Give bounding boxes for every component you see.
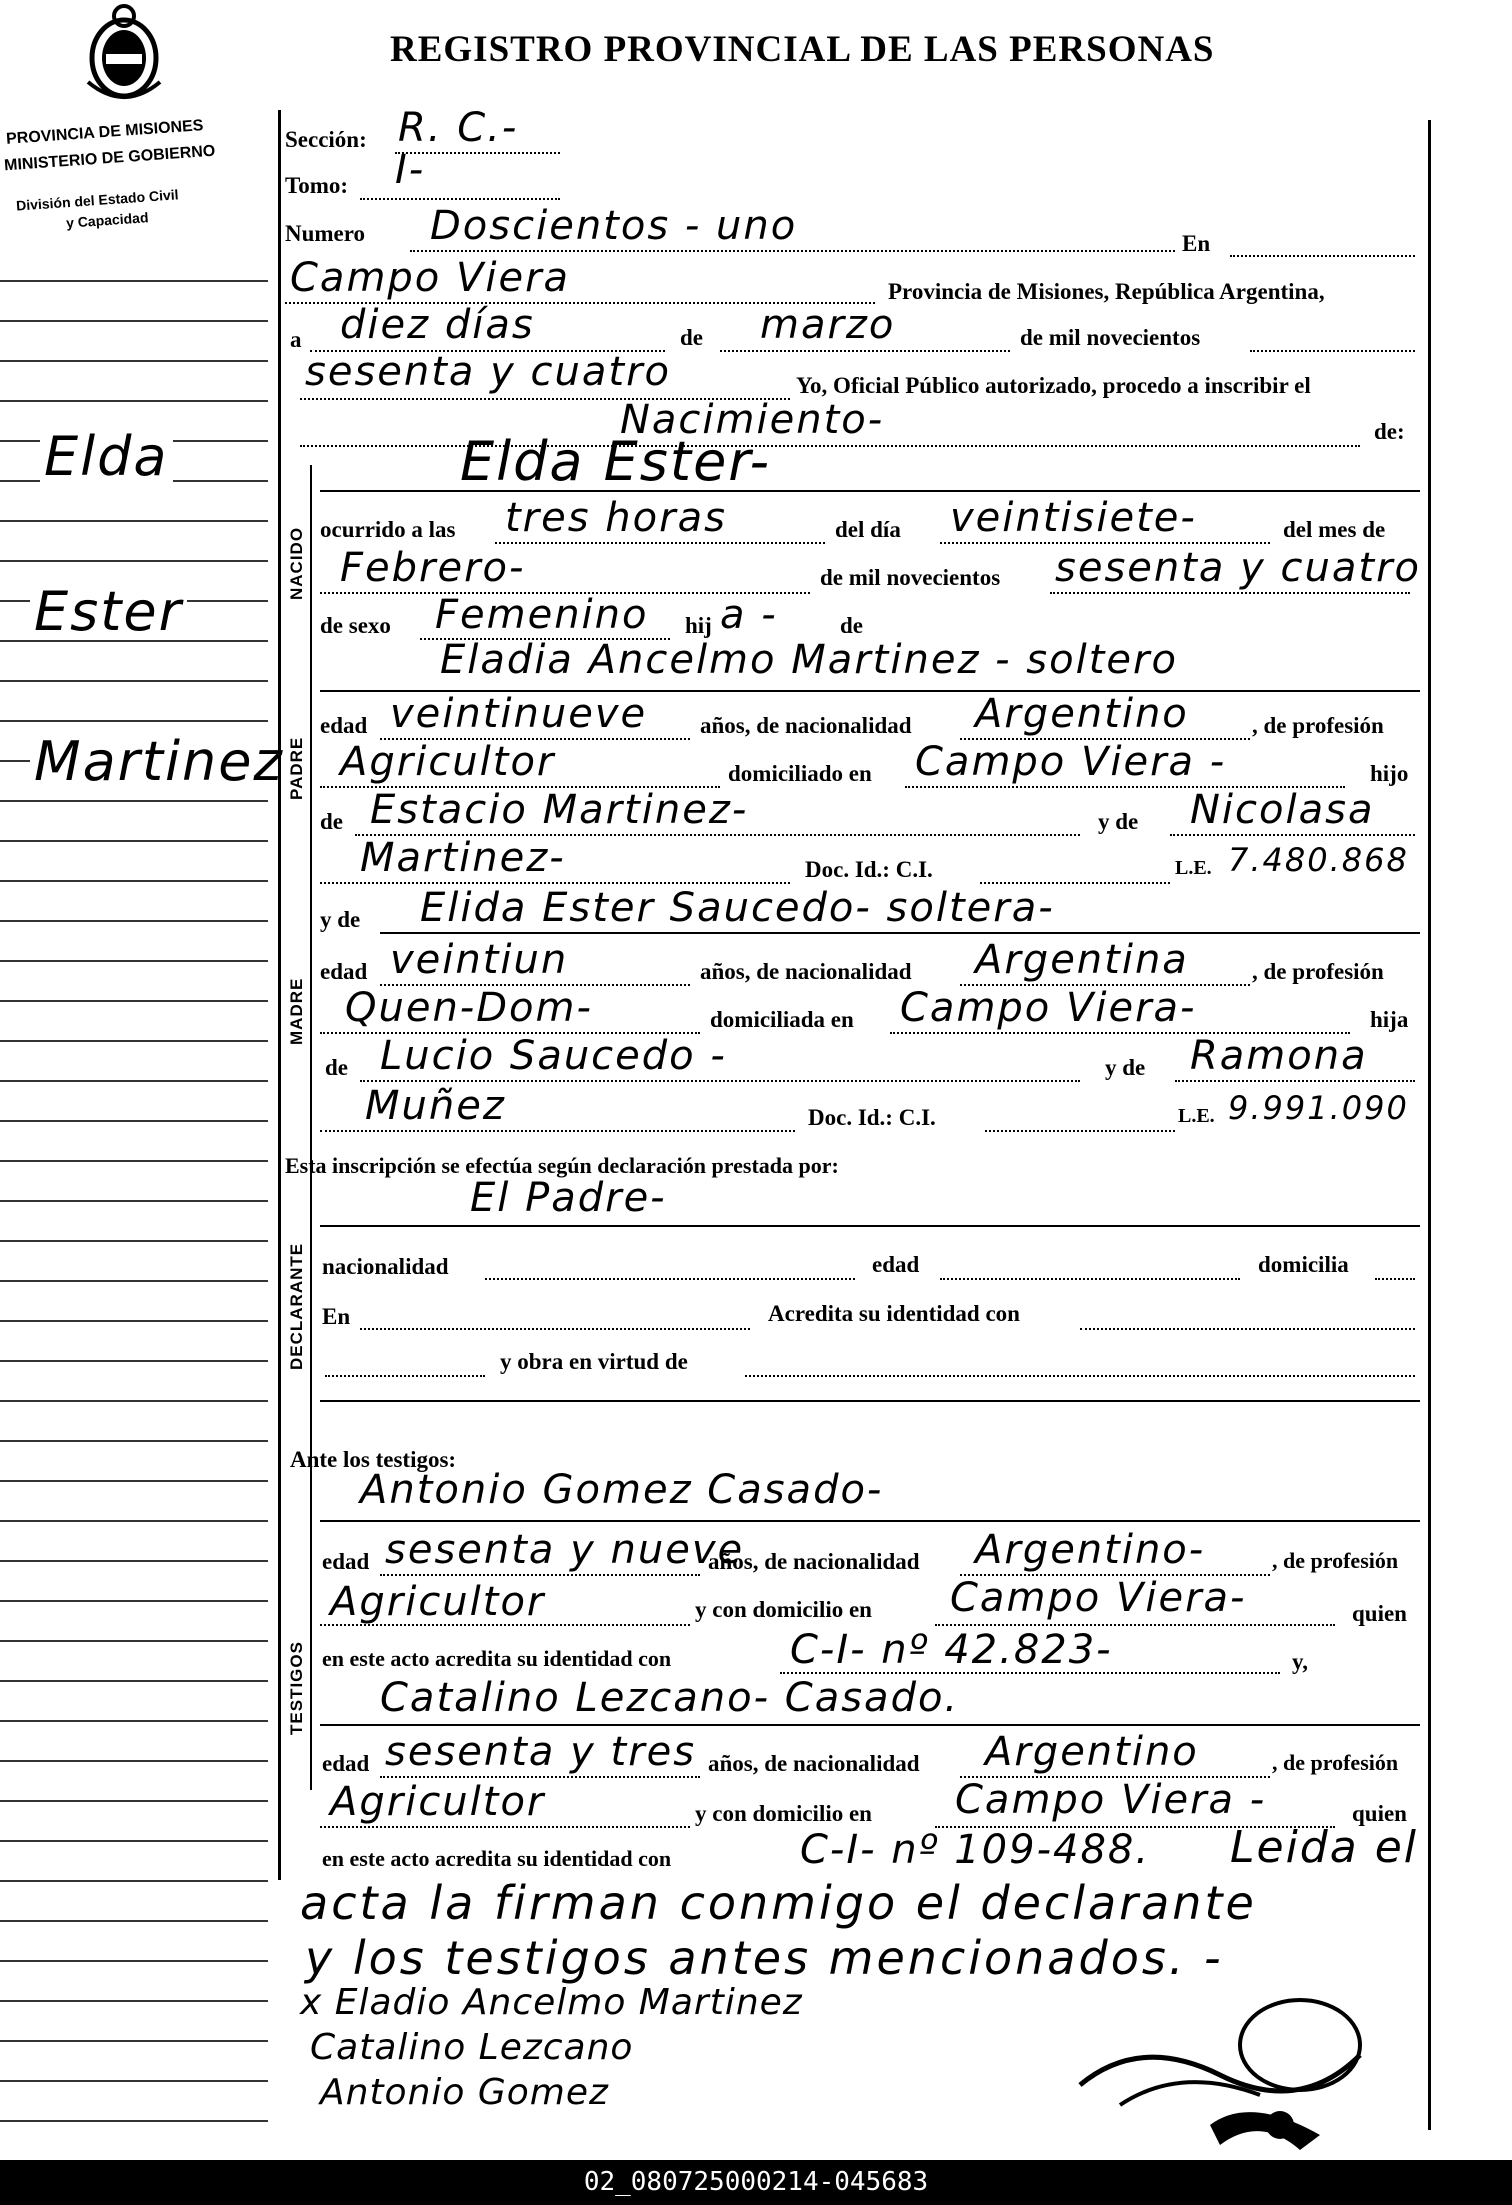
label-del-mes-de: del mes de xyxy=(1283,517,1386,542)
signature-testigo2: Catalino Lezcano xyxy=(310,2027,634,2068)
value-madre-nombre: Elida Ester Saucedo- soltera- xyxy=(420,885,1055,931)
section-label-testigos: TESTIGOS xyxy=(287,1641,306,1735)
value-madre-nacionalidad: Argentina xyxy=(975,937,1189,983)
value-madre-padre: Lucio Saucedo - xyxy=(380,1033,727,1079)
label-domiciliada: domiciliada en xyxy=(710,1007,854,1032)
label-le-padre: L.E. xyxy=(1175,857,1212,879)
org-line-2: MINISTERIO DE GOBIERNO xyxy=(3,142,216,175)
label-doc-padre: Doc. Id.: C.I. xyxy=(805,857,933,882)
label-quien-t1: quien xyxy=(1352,1601,1407,1626)
value-testigo2-nacionalidad: Argentino xyxy=(985,1729,1199,1775)
label-en: En xyxy=(1182,231,1211,256)
label-esta-inscripcion: Esta inscripción se efectúa según declaración prestada por: xyxy=(285,1153,839,1178)
section-label-madre: MADRE xyxy=(287,977,306,1045)
value-hora: tres horas xyxy=(505,495,727,541)
value-madre-madre-cont: Muñez xyxy=(365,1083,506,1129)
label-anos-nac-madre: años, de nacionalidad xyxy=(700,959,912,984)
label-domiciliado: domiciliado en xyxy=(728,761,872,786)
label-edad-padre: edad xyxy=(320,713,368,738)
label-de-mil-novecientos-nac: de mil novecientos xyxy=(820,565,1001,590)
label-domicilia-dec: domicilia xyxy=(1258,1252,1349,1277)
label-y-obra-dec: y obra en virtud de xyxy=(500,1349,688,1374)
value-testigo1-domicilio: Campo Viera- xyxy=(950,1575,1247,1621)
value-lugar: Campo Viera xyxy=(290,255,571,301)
value-padre-madre-cont: Martinez- xyxy=(360,835,566,881)
label-quien-t2: quien xyxy=(1352,1801,1407,1826)
label-ocurrido: ocurrido a las xyxy=(320,517,456,542)
value-testigo2-identidad: C-I- nº 109-488. xyxy=(800,1827,1151,1873)
label-y-de-madre-2: y de xyxy=(1105,1055,1146,1080)
label-anos-nac-padre: años, de nacionalidad xyxy=(700,713,912,738)
value-testigo1-profesion: Agricultor xyxy=(330,1579,546,1625)
official-seal-stamp xyxy=(1060,1975,1380,2155)
value-declarante: El Padre- xyxy=(470,1175,667,1221)
label-profesion-madre: , de profesión xyxy=(1252,959,1384,984)
label-doc-madre: Doc. Id.: C.I. xyxy=(808,1105,936,1130)
value-madre-domicilio: Campo Viera- xyxy=(900,985,1197,1031)
label-acredita-dec: Acredita su identidad con xyxy=(768,1301,1020,1326)
value-nombre: Elda Ester- xyxy=(460,430,772,493)
form-left-border xyxy=(278,110,281,1880)
value-padre-padre: Estacio Martinez- xyxy=(370,787,749,833)
value-dia: diez días xyxy=(340,302,535,348)
closing-line-2: y los testigos antes mencionados. - xyxy=(305,1931,1224,1985)
margin-first-name: Elda xyxy=(40,430,173,484)
label-tomo: Tomo: xyxy=(285,173,349,198)
label-en-este-acto-t1: en este acto acredita su identidad con xyxy=(322,1646,672,1671)
label-en-dec: En xyxy=(322,1304,351,1329)
value-testigo2-domicilio: Campo Viera - xyxy=(955,1777,1267,1823)
org-line-3: División del Estado Civil xyxy=(15,186,179,214)
margin-surname: Martinez xyxy=(30,735,288,789)
value-madre-profesion: Quen-Dom- xyxy=(345,985,593,1031)
value-testigo1-nombre: Antonio Gomez Casado- xyxy=(360,1467,884,1513)
label-en-este-acto-t2: en este acto acredita su identidad con xyxy=(322,1846,672,1871)
label-hija: hija xyxy=(1370,1007,1409,1032)
label-seccion: Sección: xyxy=(285,127,367,152)
value-testigo1-edad: sesenta y nueve xyxy=(385,1527,745,1573)
value-hij-suffix: a - xyxy=(720,592,778,638)
org-line-4: y Capacidad xyxy=(65,209,149,231)
value-dia-nac: veintisiete- xyxy=(950,495,1197,541)
value-mes-nac: Febrero- xyxy=(340,545,526,591)
inner-border xyxy=(310,465,312,1790)
value-anio: sesenta y cuatro xyxy=(305,349,672,395)
label-edad-madre: edad xyxy=(320,959,368,984)
label-y-de-madre: y de xyxy=(320,907,361,932)
label-provincia: Provincia de Misiones, República Argentina, xyxy=(888,279,1325,304)
value-madre-edad: veintiun xyxy=(390,937,569,983)
value-testigo2-edad: sesenta y tres xyxy=(385,1729,697,1775)
label-de-hij: de xyxy=(840,613,863,638)
value-padre-nombre: Eladia Ancelmo Martinez - soltero xyxy=(440,637,1178,683)
value-anio-nac: sesenta y cuatro xyxy=(1055,545,1422,591)
value-testigo1-nacionalidad: Argentino- xyxy=(975,1527,1206,1573)
closing-line-1: acta la firman conmigo el declarante xyxy=(300,1876,1257,1930)
document-id-footer: 02_080725000214-045683 xyxy=(0,2160,1512,2205)
document-title: REGISTRO PROVINCIAL DE LAS PERSONAS xyxy=(390,29,1215,70)
value-mes: marzo xyxy=(760,302,896,348)
value-padre-le: 7.480.868 xyxy=(1228,841,1409,879)
coat-of-arms-emblem xyxy=(78,2,170,102)
value-padre-edad: veintinueve xyxy=(390,691,648,737)
label-profesion-t1: , de profesión xyxy=(1272,1548,1399,1573)
label-ante-testigos: Ante los testigos: xyxy=(290,1447,457,1472)
label-de-mes: de xyxy=(680,325,703,350)
label-edad-dec: edad xyxy=(872,1252,920,1277)
label-anos-nac-t2: años, de nacionalidad xyxy=(708,1751,920,1776)
closing-line-0: Leida el xyxy=(1230,1822,1418,1873)
label-edad-t1: edad xyxy=(322,1549,370,1574)
value-sexo: Femenino xyxy=(435,592,649,638)
label-de-sexo: de sexo xyxy=(320,613,391,638)
label-a: a xyxy=(290,327,302,352)
value-seccion: R. C.- xyxy=(398,105,519,151)
label-numero: Numero xyxy=(285,221,366,246)
value-madre-le: 9.991.090 xyxy=(1228,1089,1409,1127)
label-de-colon: de: xyxy=(1374,419,1405,444)
label-le-madre: L.E. xyxy=(1178,1105,1215,1127)
value-testigo2-profesion: Agricultor xyxy=(330,1779,546,1825)
label-profesion-t2: , de profesión xyxy=(1272,1750,1399,1775)
label-yo-oficial: Yo, Oficial Público autorizado, procedo a inscribir el xyxy=(796,373,1311,398)
section-label-declarante: DECLARANTE xyxy=(287,1242,306,1370)
signature-declarante: x Eladio Ancelmo Martinez xyxy=(300,1982,803,2023)
label-domicilio-t1: y con domicilio en xyxy=(695,1597,872,1622)
label-domicilio-t2: y con domicilio en xyxy=(695,1801,872,1826)
label-de-madre-padre: de xyxy=(325,1055,348,1080)
value-numero: Doscientos - uno xyxy=(430,203,798,249)
label-anos-nac-t1: años, de nacionalidad xyxy=(708,1549,920,1574)
label-hijo: hijo xyxy=(1370,761,1409,786)
value-acto: Nacimiento- xyxy=(620,397,885,443)
value-tomo: I- xyxy=(395,147,426,193)
value-padre-madre: Nicolasa xyxy=(1190,787,1375,833)
value-testigo1-identidad: C-I- nº 42.823- xyxy=(790,1627,1113,1673)
label-nacionalidad-dec: nacionalidad xyxy=(322,1254,449,1279)
value-padre-profesion: Agricultor xyxy=(340,739,556,785)
value-madre-madre: Ramona xyxy=(1190,1033,1368,1079)
margin-second-name: Ester xyxy=(30,585,187,639)
value-padre-domicilio: Campo Viera - xyxy=(915,739,1227,785)
org-line-1: PROVINCIA DE MISIONES xyxy=(5,117,204,148)
label-y-de-padre: y de xyxy=(1098,809,1139,834)
label-edad-t2: edad xyxy=(322,1751,370,1776)
section-label-nacido: NACIDO xyxy=(287,526,306,600)
section-label-padre: PADRE xyxy=(287,736,306,800)
label-y-comma: y, xyxy=(1292,1649,1308,1674)
label-del-dia: del día xyxy=(835,517,901,542)
label-hij: hij xyxy=(685,613,712,638)
signature-testigo1: Antonio Gomez xyxy=(320,2072,609,2113)
label-profesion-padre: , de profesión xyxy=(1252,713,1384,738)
form-right-border xyxy=(1428,120,1431,2130)
value-padre-nacionalidad: Argentino xyxy=(975,691,1189,737)
value-testigo2-nombre: Catalino Lezcano- Casado. xyxy=(380,1675,960,1721)
label-de-padre-padre: de xyxy=(320,809,343,834)
label-de-mil-novecientos: de mil novecientos xyxy=(1020,325,1201,350)
